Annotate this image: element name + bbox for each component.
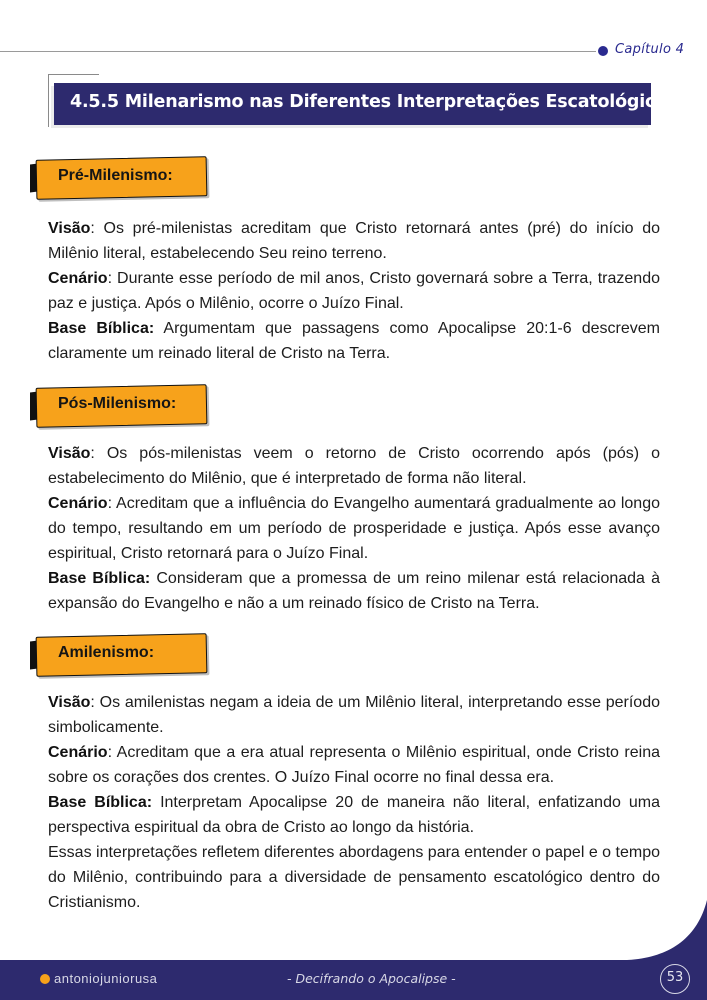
paragraph-label: Cenário [48,270,108,287]
tag-label: Pós-Milenismo: [58,395,177,412]
paragraph-separator: : [90,445,107,462]
paragraph [48,566,660,616]
tag-amilenismo [36,635,205,673]
paragraph [48,491,660,566]
paragraph-separator [152,794,160,811]
paragraph [48,216,660,266]
paragraph-label: Base Bíblica: [48,570,151,587]
chapter-dot-icon [598,46,608,56]
paragraph-label: Visão [48,694,91,711]
paragraph-label: Cenário [48,744,108,761]
section-body-pos-milenismo [48,441,660,616]
paragraph-text: Consideram que a promessa de um reino milenar está relacionada à expansão do Evangelho e não a um reinado físico de Cristo na Terra. [48,570,661,612]
paragraph [48,740,660,790]
paragraph [48,840,660,915]
paragraph [48,266,660,316]
paragraph-text: Essas interpretações refletem diferentes abordagens para entender o papel e o tempo do Milênio, contribuindo para a diversidade de pensamento escatológico dentro do Cristianismo. [48,844,660,911]
paragraph [48,316,660,366]
page-number: 53 [666,970,684,985]
paragraph-text: Acreditam que a influência do Evangelho aumentará gradualmente ao longo do tempo, resultando em um período de prosperidade e justiça. Após esse avanço espiritual, Cristo retornará para o Juízo Final. [48,495,661,562]
paragraph-separator: : [90,694,100,711]
paragraph-text: Os pré-milenistas acreditam que Cristo retornará antes (pré) do início do Milênio literal, estabelecendo Seu reino terreno. [48,220,661,262]
tag-label: Amilenismo: [58,644,155,661]
paragraph-separator: : [90,220,104,237]
paragraph-label: Visão [48,220,91,237]
paragraph-label: Visão [48,445,91,462]
paragraph-separator: : [107,495,117,512]
paragraph-separator: : [107,270,118,287]
corner-curve-decoration [587,900,707,960]
instagram-icon [40,974,50,984]
tag-pos-milenismo [36,386,205,424]
paragraph-label: Base Bíblica: [48,794,153,811]
chapter-label: Capítulo 4 [615,42,685,57]
paragraph-text: Acreditam que a era atual representa o Milênio espiritual, onde Cristo reina sobre os corações dos crentes. O Juízo Final ocorre no final dessa era. [48,744,660,786]
paragraph-text: Interpretam Apocalipse 20 de maneira não literal, enfatizando uma perspectiva espiritual da obra de Cristo ao longo da história. [48,794,661,836]
paragraph-text: Argumentam que passagens como Apocalipse 20:1-6 descrevem claramente um reinado literal de Cristo na Terra. [48,320,661,362]
paragraph [48,690,660,740]
paragraph-label: Cenário [48,495,108,512]
paragraph-text: Durante esse período de mil anos, Cristo governará sobre a Terra, trazendo paz e justiça. Após o Milênio, ocorre o Juízo Final. [48,270,661,312]
paragraph-label: Base Bíblica: [48,320,155,337]
paragraph-text: Os amilenistas negam a ideia de um Milênio literal, interpretando esse período simbolicamente. [48,694,661,736]
section-body-pre-milenismo [48,216,660,366]
footer-book-title: - Decifrando o Apocalipse - [287,971,456,986]
tag-label: Pré-Milenismo: [58,167,173,184]
section-body-amilenismo [48,690,660,915]
tag-pre-milenismo [36,158,205,196]
footer-handle: antoniojuniorusa [54,971,158,986]
paragraph [48,790,660,840]
paragraph-separator: : [107,744,117,761]
header-rule [0,51,596,52]
section-title: 4.5.5 Milenarismo nas Diferentes Interpretações Escatológicas: [70,92,684,112]
paragraph [48,441,660,491]
paragraph-text: Os pós-milenistas veem o retorno de Cristo ocorrendo após (pós) o estabelecimento do Milênio, que é interpretado de forma não literal. [48,445,661,487]
